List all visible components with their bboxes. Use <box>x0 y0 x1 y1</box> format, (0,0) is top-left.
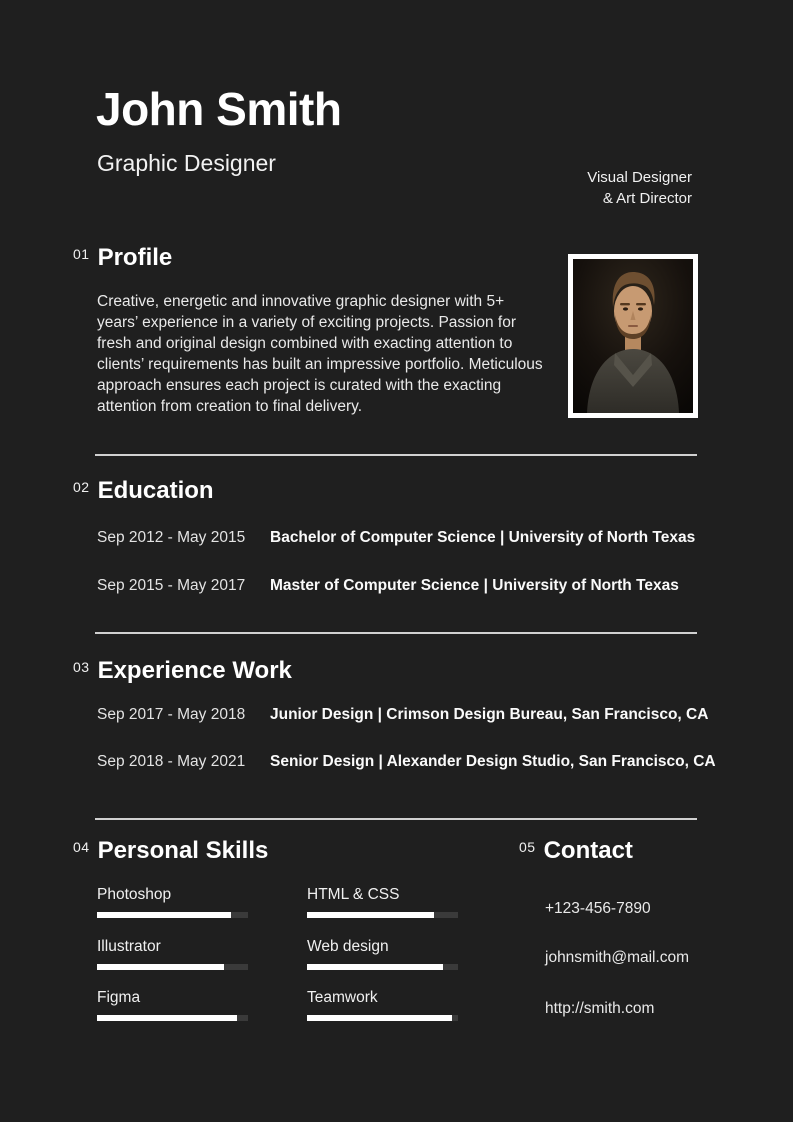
portrait-photo <box>568 254 698 418</box>
section-title: Personal Skills <box>97 837 269 864</box>
profile-section-header <box>73 245 172 271</box>
experience-dates: Sep 2017 - May 2018 <box>97 706 246 723</box>
skill-bar-fill <box>97 964 224 970</box>
skill-bar-track <box>307 1015 458 1021</box>
divider <box>95 818 697 820</box>
contact-website: http://smith.com <box>545 1000 655 1017</box>
tagline-line-1: Visual Designer <box>587 169 692 186</box>
tagline-line-2: & Art Director <box>602 190 692 207</box>
education-row <box>97 529 695 547</box>
skill-label: HTML & CSS <box>307 886 400 903</box>
section-title: Profile <box>97 244 173 271</box>
section-title: Experience Work <box>97 657 292 684</box>
education-dates: Sep 2015 - May 2017 <box>97 577 246 594</box>
education-description: Bachelor of Computer Science | University of North Texas <box>270 529 696 546</box>
skill-bar-track <box>97 964 248 970</box>
skill-item <box>307 989 458 1021</box>
skills-section-header <box>73 838 268 864</box>
experience-description: Senior Design | Alexander Design Studio, San Francisco, CA <box>270 753 716 770</box>
skill-bar-fill <box>307 912 434 918</box>
section-number: 02 <box>73 479 90 495</box>
portrait-photo-illustration <box>573 259 693 413</box>
skill-label: Teamwork <box>307 989 378 1006</box>
section-number: 03 <box>73 659 90 675</box>
skill-label: Figma <box>97 989 141 1006</box>
skill-label: Photoshop <box>97 886 172 903</box>
education-description: Master of Computer Science | University of North Texas <box>270 577 679 594</box>
skill-item <box>97 989 248 1021</box>
profile-summary-text: Creative, energetic and innovative graphic designer with 5+ years’ experience in a variety of exciting projects. Passion for fresh and original design combined with exacting attention to clients’ requirements has built an impressive portfolio. Meticulous approach ensures each project is curated with the exacting attention from creation to final delivery. <box>97 293 543 415</box>
skill-bar-fill <box>307 1015 452 1021</box>
skill-item <box>307 886 458 918</box>
skill-bar-track <box>307 964 458 970</box>
section-number: 04 <box>73 839 90 855</box>
skill-bar-fill <box>97 912 231 918</box>
divider <box>95 454 697 456</box>
experience-dates: Sep 2018 - May 2021 <box>97 753 246 770</box>
education-row <box>97 577 679 595</box>
skill-bar-track <box>307 912 458 918</box>
contact-phone: +123-456-7890 <box>545 900 651 917</box>
divider <box>95 632 697 634</box>
tagline <box>587 167 692 209</box>
section-number: 05 <box>519 839 536 855</box>
contact-section-header <box>519 838 633 864</box>
experience-row <box>97 753 716 771</box>
experience-row <box>97 706 708 724</box>
experience-section-header <box>73 658 292 684</box>
section-title: Contact <box>543 837 633 864</box>
skill-bar-fill <box>97 1015 237 1021</box>
skill-item <box>97 938 248 970</box>
skill-label: Web design <box>307 938 389 955</box>
section-number: 01 <box>73 246 90 262</box>
skill-bar-fill <box>307 964 443 970</box>
experience-description: Junior Design | Crimson Design Bureau, San Francisco, CA <box>270 706 709 723</box>
person-role: Graphic Designer <box>97 150 276 176</box>
skill-item <box>97 886 248 918</box>
skill-label: Illustrator <box>97 938 161 955</box>
education-section-header <box>73 478 214 504</box>
person-name: John Smith <box>96 83 342 135</box>
skill-bar-track <box>97 1015 248 1021</box>
skill-item <box>307 938 458 970</box>
education-dates: Sep 2012 - May 2015 <box>97 529 246 546</box>
section-title: Education <box>97 477 214 504</box>
skill-bar-track <box>97 912 248 918</box>
contact-email: johnsmith@mail.com <box>545 949 690 966</box>
